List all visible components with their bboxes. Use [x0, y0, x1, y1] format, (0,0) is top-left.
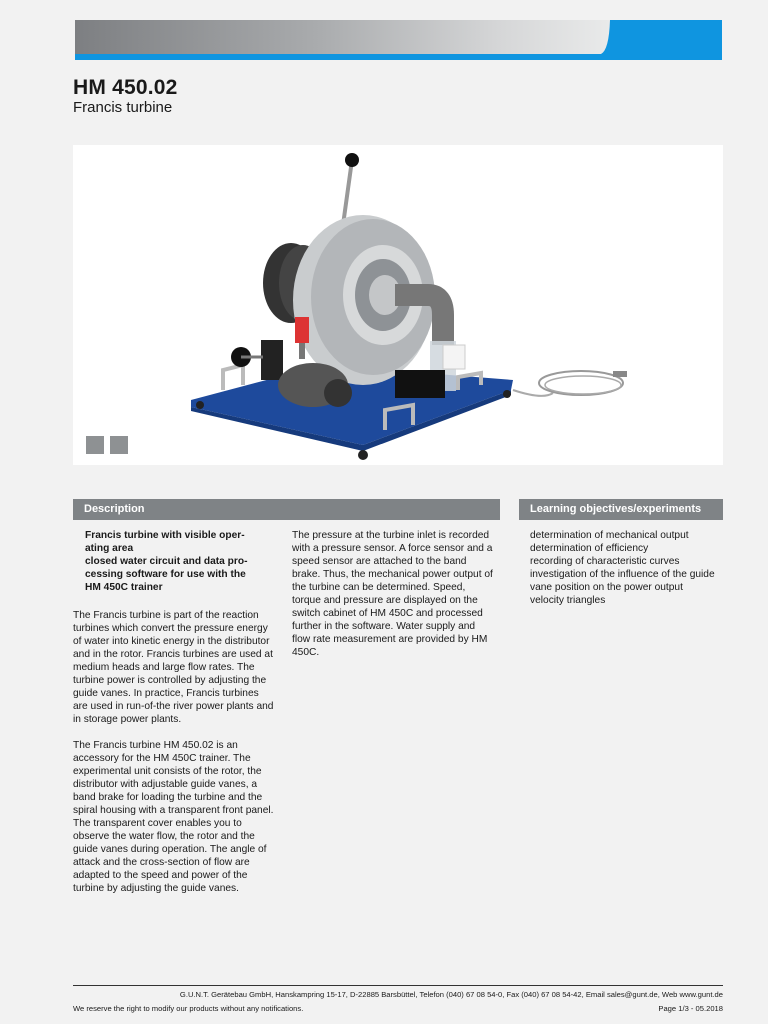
objective-item: determination of efficiency: [530, 543, 649, 554]
intro-line: closed water circuit and data pro-: [85, 556, 248, 567]
intro-line: HM 450C trainer: [85, 582, 163, 593]
objectives-list: [530, 529, 720, 607]
product-code: HM 450.02: [73, 76, 178, 99]
objective-item: recording of characteristic curves: [530, 556, 680, 567]
banner-slant: [595, 20, 625, 54]
thumbnail-2[interactable]: [110, 436, 128, 454]
description-paragraph-3: The pressure at the turbine inlet is recorded with a pressure sensor. A force sensor and a speed sensor are attached to the band brake. Thus, the mechanical power output of the turbine can be determined. Speed, torque and pressure are displayed on the switch cabinet of HM 450C and processed further in the software. Water supply and flow rate measurement are provided by HM 450C.: [292, 530, 493, 658]
page-number: Page 1/3 - 05.2018: [658, 1004, 723, 1013]
product-name: Francis turbine: [73, 99, 173, 116]
intro-line: ating area: [85, 543, 134, 554]
thumbnail-1[interactable]: [86, 436, 104, 454]
intro-line: cessing software for use with the: [85, 569, 246, 580]
intro-line: Francis turbine with visible oper-: [85, 530, 245, 541]
description-column-2: [292, 529, 494, 672]
product-photo: [73, 145, 723, 465]
footer-company-info: G.U.N.T. Gerätebau GmbH, Hanskampring 15-17, D-22885 Barsbüttel, Telefon (040) 67 08 54-0, Fax (040) 67 08 54-42, Email sales@gunt.de, Web www.gunt.de: [179, 990, 723, 999]
description-intro: [85, 529, 275, 594]
footer-notice: We reserve the right to modify our products without any notifications.: [73, 1004, 304, 1013]
description-column-1: [73, 529, 275, 908]
objective-item: velocity triangles: [530, 595, 606, 606]
header-banner: [75, 20, 722, 62]
description-heading: Description: [73, 499, 500, 520]
objectives-heading: Learning objectives/experiments: [519, 499, 723, 520]
objective-item: investigation of the influence of the guide vane position on the power output: [530, 569, 715, 593]
objective-item: determination of mechanical output: [530, 530, 689, 541]
description-paragraph-2: The Francis turbine HM 450.02 is an accessory for the HM 450C trainer. The experimental unit consists of the rotor, the distributor with adjustable guide vanes, a band brake for loading the turbine and the spiral housing with a transparent front panel. The transparent cover enables you to observe the water flow, the rotor and the guide vanes during operation. The angle of attack and the cross-section of flow are adapted to the speed and power of the turbine by adjusting the guide vanes.: [73, 740, 274, 894]
footer-divider: [73, 985, 723, 986]
description-paragraph-1: The Francis turbine is part of the reaction turbines which convert the pressure energy of water into kinetic energy in the distributor and in the rotor. Francis turbines are used at medium heads and large flow rates. The turbine power is controlled by adjusting the guide vanes. In practice, Francis turbines are used in run-of-the river power plants and in storage power plants.: [73, 610, 274, 725]
